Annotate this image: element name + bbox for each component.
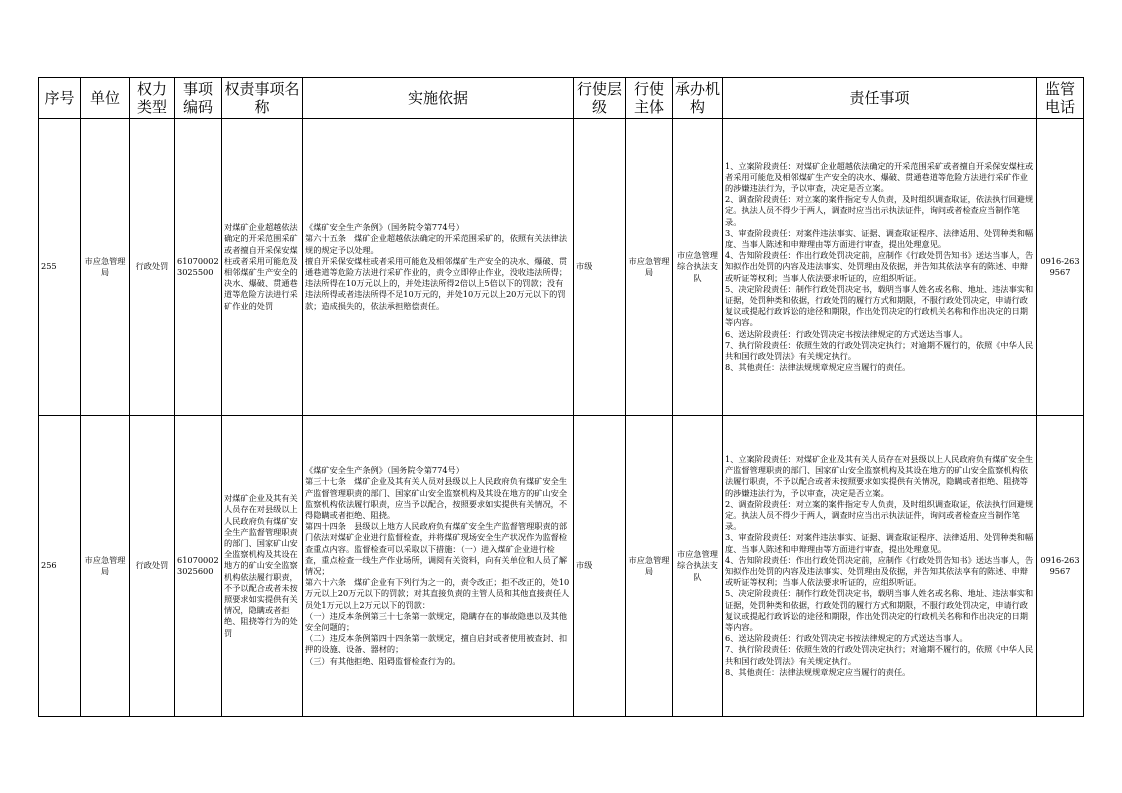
basis-paragraph: （二）违反本条例第四十四条第一款规定，擅自启封或者使用被查封、扣押的设施、设备、器材的； [305,633,568,655]
duty-paragraph: 3、审查阶段责任：对案件违法事实、证据、调查取证程序、法律适用、处罚种类和幅度、当事人陈述和申辩理由等方面进行审查，提出处理意见。 [725,227,1034,249]
header-seq: 序号 [39,78,81,119]
row-level: 市级 [574,416,626,717]
row-phone: 0916-2639567 [1037,119,1084,416]
duty-paragraph: 7、执行阶段责任：依照生效的行政处罚决定执行；对逾期不履行的，依照《中华人民共和国行政处罚法》有关规定执行。 [725,339,1034,362]
header-item-name: 权责事项名称 [222,78,303,119]
row-subject: 市应急管理局 [626,416,673,717]
header-phone: 监管电话 [1037,78,1084,119]
basis-paragraph: 第六十六条 煤矿企业有下列行为之一的，责令改正；拒不改正的，处10万元以上20万元以下的罚款；对其直接负责的主管人员和其他直接责任人员处1万元以上2万元以下的罚款： [305,577,570,610]
responsibility-table [38,77,1084,717]
duty-paragraph: 4、告知阶段责任：作出行政处罚决定前，应制作《行政处罚告知书》送达当事人，告知拟作出处罚的内容及违法事实、处罚理由及依据，并告知其依法享有的陈述、申辩或听证等权利；当事人依法要求听证的，应组织听证。 [725,554,1034,588]
row-duty [723,416,1037,717]
row-code: 610700023025500 [175,119,222,416]
header-power-type: 权力类型 [130,78,175,119]
duty-paragraph: 2、调查阶段责任：对立案的案件指定专人负责，及时组织调查取证，依法执行回避规定。执法人员不得少于两人，调查时应当出示执法证件，询问或者检查应当制作笔录。 [725,194,1034,227]
row-power-type: 行政处罚 [130,119,175,416]
basis-paragraph: 擅自开采保安煤柱或者采用可能危及相邻煤矿生产安全的决水、爆破、贯通巷道等危险方法进行采矿作业的，责令立即停止作业，没收违法所得；违法所得在10万元以上的，并处违法所得2倍以上5倍以下的罚款；没有违法所得或者违法所得不足10万元的，并处10万元以上20万元以下的罚款；造成损失的，依法承担赔偿责任。 [305,255,568,311]
duty-paragraph: 6、送达阶段责任：行政处罚决定书按法律规定的方式送达当事人。 [725,633,968,644]
basis-paragraph: （三）有其他拒绝、阻碍监督检查行为的。 [305,655,461,666]
duty-paragraph: 8、其他责任：法律法规规章规定应当履行的责任。 [725,362,911,373]
duty-paragraph: 4、告知阶段责任：作出行政处罚决定前，应制作《行政处罚告知书》送达当事人，告知拟作出处罚的内容及违法事实、处罚理由及依据，并告知其依法享有的陈述、申辩或听证等权利；当事人依法要求听证的，应组织听证。 [725,250,1034,283]
row-basis [303,416,574,717]
row-item-name: 对煤矿企业超越依法确定的开采范围采矿或者擅自开采保安煤柱或者采用可能危及相邻煤矿生产安全的决水、爆破、贯通巷道等危险方法进行采矿作业的处罚 [222,119,303,416]
row-power-type: 行政处罚 [130,416,175,717]
header-agency: 承办机构 [673,78,723,119]
duty-paragraph: 1、立案阶段责任：对煤矿企业超越依法确定的开采范围采矿或者擅自开采保安煤柱或者采用可能危及相邻煤矿生产安全的决水、爆破、贯通巷道等危险方法进行采矿作业的涉嫌违法行为，予以审查，决定是否立案。 [725,160,1034,193]
header-code: 事项编码 [175,78,222,119]
duty-paragraph: 7、执行阶段责任：依照生效的行政处罚决定执行；对逾期不履行的，依照《中华人民共和国行政处罚法》有关规定执行。 [725,644,1034,666]
header-subject: 行使主体 [626,78,673,119]
basis-paragraph: 《煤矿安全生产条例》（国务院令第774号） [305,465,464,476]
basis-paragraph: （一）违反本条例第三十七条第一款规定，隐瞒存在的事故隐患以及其他安全问题的； [305,610,568,633]
row-agency: 市应急管理综合执法支队 [673,119,723,416]
basis-paragraph: 第三十七条 煤矿企业及其有关人员对县级以上人民政府负有煤矿安全生产监督管理职责的部门、国家矿山安全监察机构及其设在地方的矿山安全监察机构依法履行职责，应当予以配合，按照要求如实提供有关情况，不得隐瞒或者拒绝、阻挠。 [305,476,568,520]
row-level: 市级 [574,119,626,416]
basis-paragraph: 第六十五条 煤矿企业超越依法确定的开采范围采矿的，依照有关法律法规的规定予以处理。 [305,233,568,255]
row-basis [303,119,574,416]
duty-paragraph: 8、其他责任：法律法规规章规定应当履行的责任。 [725,666,911,677]
row-agency: 市应急管理综合执法支队 [673,416,723,717]
row-unit: 市应急管理局 [81,416,130,717]
row-seq: 256 [39,416,81,717]
duty-paragraph: 6、送达阶段责任：行政处罚决定书按法律规定的方式送达当事人。 [725,328,968,339]
table-row [39,119,1084,416]
header-level: 行使层级 [574,78,626,119]
row-code: 610700023025600 [175,416,222,717]
duty-paragraph: 2、调查阶段责任：对立案的案件指定专人负责，及时组织调查取证，依法执行回避规定。执法人员不得少于两人，调查时应当出示执法证件，询问或者检查应当制作笔录。 [725,498,1034,532]
basis-paragraph: 第四十四条 县级以上地方人民政府负有煤矿安全生产监督管理职责的部门依法对煤矿企业进行监督检查，并将煤矿现场安全生产状况作为监督检查重点内容。监督检查可以采取以下措施：（一）进入煤矿企业进行检查，重点检查一线生产作业场所，调阅有关资料，向有关单位和人员了解情况； [305,521,568,576]
basis-paragraph: 《煤矿安全生产条例》（国务院令第774号） [305,222,464,233]
row-unit: 市应急管理局 [81,119,130,416]
row-duty [723,119,1037,416]
row-item-name: 对煤矿企业及其有关人员存在对县级以上人民政府负有煤矿安全生产监督管理职责的部门、国家矿山安全监察机构及其设在地方的矿山安全监察机构依法履行职责，不予以配合或者未按照要求如实提供有关情况，隐瞒或者拒绝、阻挠等行为的处罚 [222,416,303,717]
duty-paragraph: 5、决定阶段责任：制作行政处罚决定书，载明当事人姓名或名称、地址、违法事实和证据，处罚种类和依据，行政处罚的履行方式和期限，不服行政处罚决定，申请行政复议或提起行政诉讼的途径和期限，作出处罚决定的行政机关名称和作出决定的日期等内容。 [725,283,1034,328]
header-basis: 实施依据 [303,78,574,119]
duty-paragraph: 3、审查阶段责任：对案件违法事实、证据、调查取证程序、法律适用、处罚种类和幅度、当事人陈述和申辩理由等方面进行审查，提出处理意见。 [725,532,1034,554]
header-unit: 单位 [81,78,130,119]
row-seq: 255 [39,119,81,416]
table-row [39,416,1084,717]
duty-paragraph: 5、决定阶段责任：制作行政处罚决定书，载明当事人姓名或名称、地址、违法事实和证据，处罚种类和依据，行政处罚的履行方式和期限，不服行政处罚决定，申请行政复议或提起行政诉讼的途径和期限，作出处罚决定的行政机关名称和作出决定的日期等内容。 [725,588,1034,633]
header-duty: 责任事项 [723,78,1037,119]
table-header-row [39,78,1084,119]
row-subject: 市应急管理局 [626,119,673,416]
row-phone: 0916-2639567 [1037,416,1084,717]
duty-paragraph: 1、立案阶段责任：对煤矿企业及其有关人员存在对县级以上人民政府负有煤矿安全生产监督管理职责的部门、国家矿山安全监察机构及其设在地方的矿山安全监察机构依法履行职责，不予以配合或者未按照要求如实提供有关情况，隐瞒或者拒绝、阻挠等的涉嫌违法行为，予以审查，决定是否立案。 [725,453,1034,498]
